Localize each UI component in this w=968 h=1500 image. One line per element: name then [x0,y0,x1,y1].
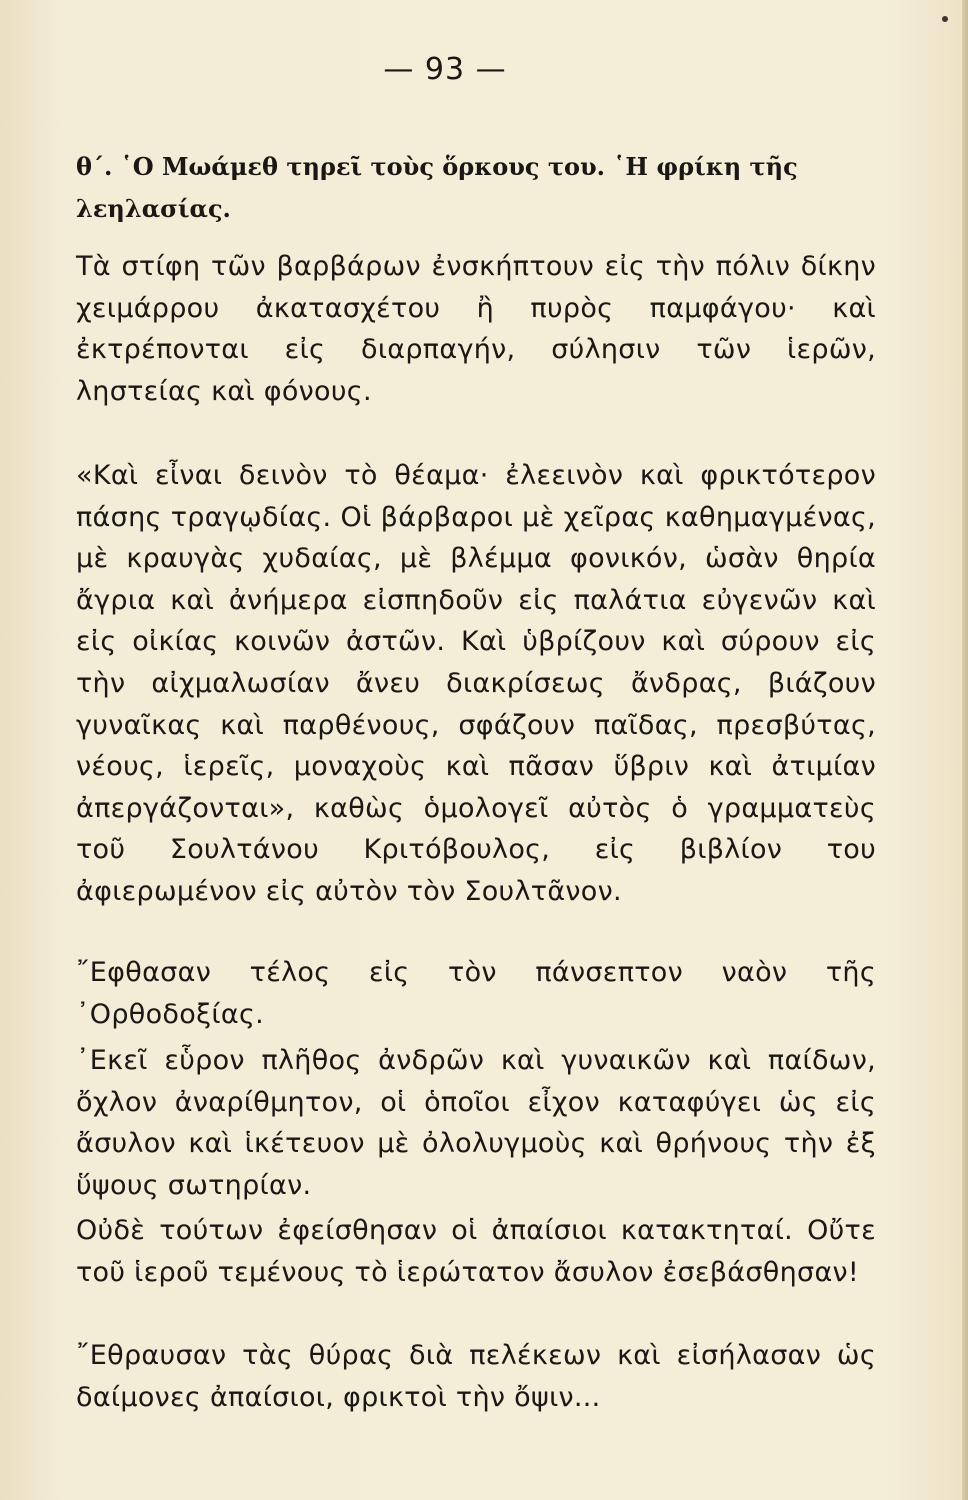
paragraph-text: Τὰ στίφη τῶν βαρβάρων ἐνσκήπτουν εἰς τὴν πόλιν δίκην χειμάρρου ἀκατασχέτου ἢ πυρὸς παμφάγου· καὶ ἐκτρέπονται εἰς διαρπαγήν, σύλησιν τῶν ἱερῶν, ληστείας καὶ φόνους. [76,251,876,407]
paragraph-text: ᾿Εκεῖ εὗρον πλῆθος ἀνδρῶν καὶ γυναικῶν καὶ παίδων, ὄχλον ἀναρίθμητον, οἱ ὁποῖοι εἶχον καταφύγει ὡς εἰς ἄσυλον καὶ ἱκέτευον μὲ ὀλολυγμοὺς καὶ θρήνους τὴν ἐξ ὕψους σωτηρίαν. [76,1045,876,1201]
paragraph-2 [76,455,876,913]
paragraph-5 [76,1210,876,1293]
paragraph-text: ῎Εφθασαν τέλος εἰς τὸν πάνσεπτον ναὸν τῆς ᾿Ορθοδοξίας. [76,957,876,1030]
paragraph-text: «Καὶ εἶναι δεινὸν τὸ θέαμα· ἐλεεινὸν καὶ φρικτότερον πάσης τραγῳδίας. Οἱ βάρβαροι μὲ χεῖρας καθημαγμένας, μὲ κραυγὰς χυδαίας, μὲ βλέμμα φονικόν, ὡσὰν θηρία ἄγρια καὶ ἀνήμερα εἰσπηδοῦν εἰς παλάτια εὐγενῶν καὶ εἰς οἰκίας κοινῶν ἀστῶν. Καὶ ὑβρίζουν καὶ σύρουν εἰς τὴν αἰχμαλωσίαν ἄνευ διακρίσεως ἄνδρας, βιάζουν γυναῖκας καὶ παρθένους, σφάζουν παῖδας, πρεσβύτας, νέους, ἱερεῖς, μοναχοὺς καὶ πᾶσαν ὕβριν καὶ ἀτιμίαν ἀπεργάζονται», καθὼς ὁμολογεῖ αὐτὸς ὁ γραμματεὺς τοῦ Σουλτάνου Κριτόβουλος, εἰς βιβλίον του ἀφιερωμένον εἰς αὐτὸν τὸν Σουλτᾶνον. [76,460,876,907]
ink-dot [942,16,948,22]
page-edge [962,0,968,1500]
paragraph-1 [76,246,876,412]
paragraph-4 [76,1040,876,1206]
page-number: — 93 — [383,52,507,87]
chapter-heading: θ΄. ῾Ο Μωάμεθ τηρεῖ τοὺς ὅρκους του. ῾Η φρίκη τῆς λεηλασίας. [76,152,798,223]
paragraph-3 [76,952,876,1035]
paragraph-6 [76,1335,876,1418]
paragraph-text: Οὐδὲ τούτων ἐφείσθησαν οἱ ἀπαίσιοι κατακτηταί. Οὔτε τοῦ ἱεροῦ τεμένους τὸ ἱερώτατον ἄσυλον ἐσεβάσθησαν! [76,1215,876,1288]
paragraph-text: ῎Εθραυσαν τὰς θύρας διὰ πελέκεων καὶ εἰσήλασαν ὡς δαίμονες ἀπαίσιοι, φρικτοὶ τὴν ὄψιν... [76,1340,876,1413]
